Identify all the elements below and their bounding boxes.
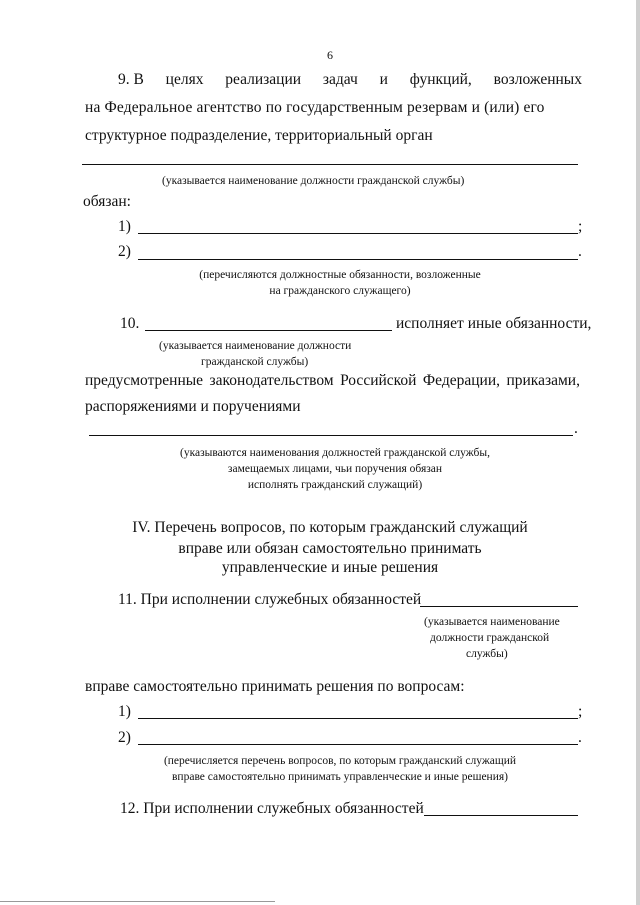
paragraph-11-note-line-1: (указывается наименование [424,616,560,628]
paragraph-11-text: 11. При исполнении служебных обязанностей [118,591,422,608]
page-number: 6 [327,48,333,62]
orders-blank-end: . [574,420,578,437]
paragraph-10-number: 10. [120,315,140,332]
orders-note-line-2: замещаемых лицами, чьи поручения обязан [227,463,443,475]
paragraph-10-line-3: распоряжениями и поручениями [85,398,301,415]
page-edge [636,0,640,905]
paragraph-10-blank[interactable] [145,330,392,331]
section-4-title-line-2: вправе или обязан самостоятельно принимать [178,540,482,557]
paragraph-9-line-2: на Федеральное агентство по государственным резервам и (или) его [85,99,545,116]
paragraph-10-word: приказами, [506,372,580,389]
questions-note-line-2: вправе самостоятельно принимать управленческие и иные решения) [172,771,508,783]
question-item-2-blank[interactable] [138,744,578,745]
paragraph-9-word: реализации [225,71,302,88]
question-item-1-end: ; [578,703,583,720]
paragraph-9-word: возложенных [493,71,582,88]
paragraph-9-word: и [379,71,388,88]
question-item-1-blank[interactable] [138,718,578,719]
duty-item-1-end: ; [578,218,583,235]
bottom-rule [0,901,275,902]
duty-item-2-blank[interactable] [138,259,578,260]
position-note: (указывается наименование должности гражданской службы) [162,175,465,187]
paragraph-9-line-1 [118,71,582,89]
paragraph-11-note-line-3: службы) [466,648,508,660]
duties-note-line-1: (перечисляются должностные обязанности, возложенные [199,269,481,281]
paragraph-10-note-line-1: (указывается наименование должности [159,340,352,352]
duties-note-line-2: на гражданского служащего) [269,285,411,297]
paragraph-12-text: 12. При исполнении служебных обязанностей [120,800,424,817]
duty-item-1-label: 1) [118,218,131,235]
duty-item-1-blank[interactable] [138,233,578,234]
paragraph-10-note-line-2: гражданской службы) [201,356,309,368]
orders-blank-line[interactable] [89,435,573,436]
orders-note-line-1: (указываются наименования должностей гражданской службы, [180,447,490,459]
paragraph-10-text: исполняет иные обязанности, [396,315,592,332]
paragraph-10-word: Российской [340,372,417,389]
paragraph-11-line-2: вправе самостоятельно принимать решения по вопросам: [85,678,465,695]
paragraph-12-blank[interactable] [424,815,578,816]
paragraph-9-word: задач [322,71,358,88]
question-item-2-end: . [578,729,582,746]
paragraph-9-line-3: структурное подразделение, территориальный орган [85,127,433,144]
paragraph-9-word: 9. В [118,71,144,88]
paragraph-10-word: предусмотренные [85,372,204,389]
paragraph-9-word: функций, [409,71,472,88]
paragraph-10-word: Федерации, [422,372,500,389]
duty-item-2-end: . [578,243,582,260]
paragraph-11-blank[interactable] [420,606,578,607]
duty-item-2-label: 2) [118,243,131,260]
section-4-title-line-1: IV. Перечень вопросов, по которым гражданский служащий [132,519,528,536]
paragraph-10-line-2 [85,372,580,390]
obliged-label: обязан: [83,193,131,210]
paragraph-9-word: целях [165,71,204,88]
question-item-1-label: 1) [118,703,131,720]
paragraph-11-note-line-2: должности гражданской [430,632,550,644]
question-item-2-label: 2) [118,729,131,746]
orders-note-line-3: исполнять гражданский служащий) [247,479,423,491]
paragraph-10-word: законодательством [209,372,334,389]
section-4-title-line-3: управленческие и иные решения [221,559,439,576]
position-blank-line[interactable] [82,164,578,165]
questions-note-line-1: (перечисляется перечень вопросов, по которым гражданский служащий [163,755,517,767]
